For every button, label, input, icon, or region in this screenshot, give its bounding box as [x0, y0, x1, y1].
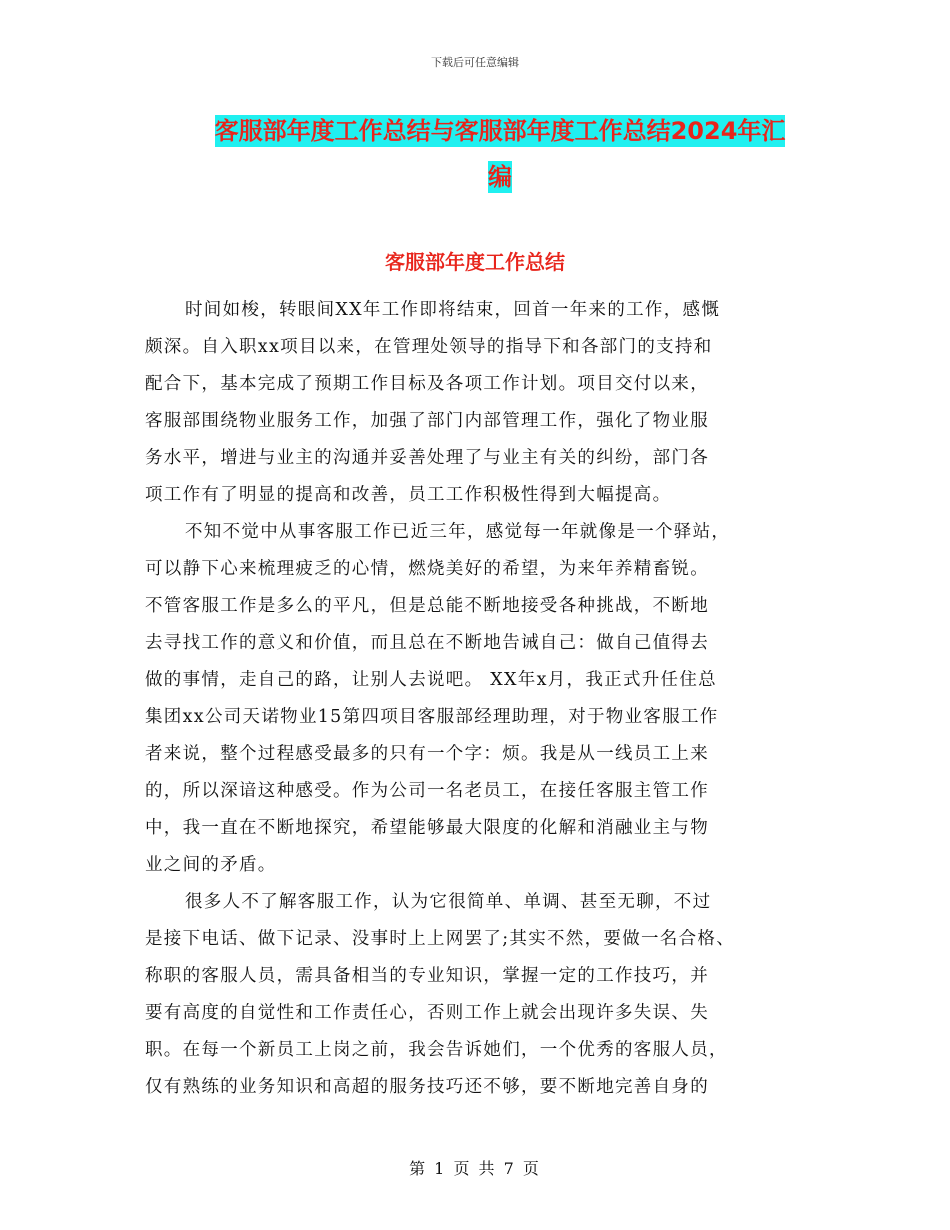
text-line: 做的事情，走自己的路，让别人去说吧。 XX年x月，我正式升任住总 — [145, 670, 717, 690]
page-footer: 第 1 页 共 7 页 — [409, 1159, 541, 1178]
text-line: 是接下电话、做下记录、没事时上上网罢了;其实不然，要做一名合格、 — [145, 929, 735, 949]
text-line: 的，所以深谙这种感受。作为公司一名老员工，在接任客服主管工作 — [145, 781, 709, 801]
title-line-2: 编 — [488, 163, 512, 191]
text-line: 称职的客服人员，需具备相当的专业知识，掌握一定的工作技巧，并 — [145, 966, 709, 986]
text-line: 颇深。自入职xx项目以来，在管理处领导的指导下和各部门的支持和 — [145, 337, 713, 357]
text-line: 时间如梭，转眼间XX年工作即将结束，回首一年来的工作，感慨 — [185, 300, 721, 320]
text-line: 项工作有了明显的提高和改善，员工工作积极性得到大幅提高。 — [145, 485, 672, 505]
text-line: 仅有熟练的业务知识和高超的服务技巧还不够，要不断地完善自身的 — [145, 1077, 709, 1097]
text-line: 务水平，增进与业主的沟通并妥善处理了与业主有关的纠纷，部门各 — [145, 448, 709, 468]
text-line: 配合下，基本完成了预期工作目标及各项工作计划。项目交付以来， — [145, 374, 709, 394]
text-line: 职。在每一个新员工上岗之前，我会告诉她们，一个优秀的客服人员， — [145, 1040, 728, 1060]
text-line: 很多人不了解客服工作，认为它很简单、单调、甚至无聊，不过 — [185, 892, 712, 912]
text-line: 者来说，整个过程感受最多的只有一个字：烦。我是从一线员工上来 — [145, 744, 709, 764]
page-header: 下载后可任意编辑 — [431, 56, 519, 69]
text-line: 要有高度的自觉性和工作责任心，否则工作上就会出现许多失误、失 — [145, 1003, 709, 1023]
text-line: 集团xx公司天诺物业15第四项目客服部经理助理，对于物业客服工作 — [145, 707, 719, 727]
text-line: 不知不觉中从事客服工作已近三年，感觉每一年就像是一个驿站， — [185, 522, 731, 542]
text-line: 去寻找工作的意义和价值，而且总在不断地告诫自己：做自己值得去 — [145, 633, 709, 653]
text-line: 可以静下心来梳理疲乏的心情，燃烧美好的希望，为来年养精畜锐。 — [145, 559, 709, 579]
body-text — [145, 292, 805, 1106]
text-line: 业之间的矛盾。 — [145, 855, 277, 875]
text-line: 中，我一直在不断地探究，希望能够最大限度的化解和消融业主与物 — [145, 818, 709, 838]
title-line-1: 客服部年度工作总结与客服部年度工作总结2024年汇 — [214, 117, 786, 145]
text-line: 客服部围绕物业服务工作，加强了部门内部管理工作，强化了物业服 — [145, 411, 709, 431]
text-line: 不管客服工作是多么的平凡，但是总能不断地接受各种挑战，不断地 — [145, 596, 709, 616]
document-title — [140, 108, 860, 200]
section-heading: 客服部年度工作总结 — [385, 250, 565, 274]
